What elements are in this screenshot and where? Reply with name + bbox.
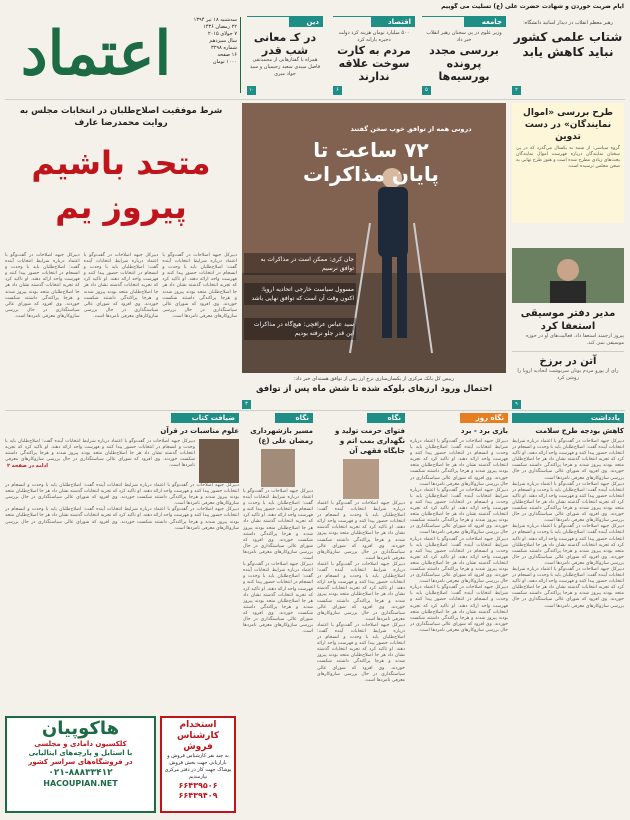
teaser-society[interactable] xyxy=(422,16,506,98)
ad-url: HACOUPIAN.NET xyxy=(43,779,118,788)
story-assets-body: گروه سیاسی: از شنبه به یکسال می‌گذرد که در پی سخنان نمایندگان درباره فهرست اموال نمایندگان بحث‌های زیادی مطرح شده است و هنوز طرح نهایی به صحن مجلس نرسیده است. xyxy=(516,146,620,170)
col-tag: نگاه روز xyxy=(460,413,508,423)
lead-kicker: شرط موفقیت اصلاح‌طلبان در انتخابات مجلس به روایت محمدرضا عارف xyxy=(19,106,223,128)
lead-continue[interactable]: ادامه در صفحه ۲ xyxy=(7,463,48,469)
top-strip: ایام ضربت خوردن و شهادت حضرت علی (ع) تسلیت می گوییم xyxy=(441,3,624,10)
author-photo xyxy=(343,459,379,499)
edition-price: ۱۰۰۰ تومان xyxy=(212,59,237,65)
col-body: دبیرکل جبهه اصلاحات در گفت‌وگو با اعتماد درباره شرایط انتخابات آینده گفت: اصلاح‌طلبان باید با وحدت و انسجام در انتخابات حضور پیدا کنند و فهرست واحد ارائه دهند. او تاکید کرد که تجربه انتخابات گذشته نشان داد هر جا اصلاح‌طلبان متحد بودند پیروز شدند و هرجا پراکندگی داشتند شکست خوردند. وی افزود که شورای عالی سیاستگذاری در حال بررسی سازوکارهای معرفی نامزدها است. xyxy=(512,566,624,609)
story-assets-title: طرح بررسی «اموال نمایندگان» در دست تدوین xyxy=(523,108,613,142)
ad-jobs[interactable] xyxy=(160,716,236,813)
col-body: دبیرکل جبهه اصلاحات در گفت‌وگو با اعتماد درباره شرایط انتخابات آینده گفت: اصلاح‌طلبان باید با وحدت و انسجام در انتخابات حضور پیدا کنند و فهرست واحد ارائه دهند. او تاکید کرد که تجربه انتخابات گذشته نشان داد هر جا اصلاح‌طلبان متحد بودند پیروز شدند و هرجا پراکندگی داشتند شکست خوردند. وی افزود که شورای عالی سیاستگذاری در حال بررسی سازوکارهای معرفی نامزدها است. xyxy=(243,489,313,562)
story-assets[interactable] xyxy=(512,103,624,223)
photo-headline: ۷۲ ساعت تا پایان مذاکرات xyxy=(303,138,439,186)
col-title: مسیر بازشهرداری رمضان علی (ع) xyxy=(250,427,313,445)
teaser-sub: وزیر علوم در پی سخنان رهبر انقلاب خبر داد xyxy=(426,30,502,43)
photo-kicker: درونی همه از توافق خوب سخن گفتند xyxy=(350,125,472,133)
lead-body-col: دبیرکل جبهه اصلاحات در گفت‌وگو با اعتماد درباره شرایط انتخابات آینده گفت: اصلاح‌طلبان باید با وحدت و انسجام در انتخابات حضور پیدا کنند و فهرست واحد ارائه دهند. او تاکید کرد که تجربه انتخابات گذشته نشان داد هر جا اصلاح‌طلبان متحد بودند پیروز شدند و هرجا پراکندگی داشتند شکست خوردند. وی افزود که شورای عالی سیاستگذاری در حال بررسی سازوکارهای معرفی نامزدها است. xyxy=(83,253,159,319)
author-photo xyxy=(199,439,239,483)
ad-brand: هاکوپیان xyxy=(41,718,120,739)
ad-line-2: با استایل و پارچه‌های ایتالیایی xyxy=(28,749,133,757)
col-title: بازی برد - برد xyxy=(460,427,508,435)
music-photo xyxy=(512,248,624,303)
teaser-title: مردم به کارت سوخت علاقه ندارند xyxy=(337,44,411,83)
teaser-sub: رهبر معظم انقلاب در دیدار اساتید دانشگاه: xyxy=(523,20,613,26)
col-body: دبیرکل جبهه اصلاحات در گفت‌وگو با اعتماد درباره شرایط انتخابات آینده گفت: اصلاح‌طلبان باید با وحدت و انسجام در انتخابات حضور پیدا کنند و فهرست واحد ارائه دهند. او تاکید کرد که تجربه انتخابات گذشته نشان داد هر جا اصلاح‌طلبان متحد بودند پیروز شدند و هرجا پراکندگی داشتند شکست خوردند. وی افزود که شورای عالی سیاستگذاری در حال بررسی سازوکارهای معرفی نامزدها است. xyxy=(317,501,405,561)
edition-info xyxy=(187,17,241,93)
portrait-photo xyxy=(512,248,624,303)
col-body: دبیرکل جبهه اصلاحات در گفت‌وگو با اعتماد درباره شرایط انتخابات آینده گفت: اصلاح‌طلبان باید با وحدت و انسجام در انتخابات حضور پیدا کنند و فهرست واحد ارائه دهند. او تاکید کرد که تجربه انتخابات گذشته نشان داد هر جا اصلاح‌طلبان متحد بودند پیروز شدند و هرجا پراکندگی داشتند شکست خوردند. وی افزود که شورای عالی سیاستگذاری در حال بررسی سازوکارهای معرفی نامزدها است. xyxy=(512,481,624,524)
col-body: دبیرکل جبهه اصلاحات در گفت‌وگو با اعتماد درباره شرایط انتخابات آینده گفت: اصلاح‌طلبان باید با وحدت و انسجام در انتخابات حضور پیدا کنند و فهرست واحد ارائه دهند. او تاکید کرد که تجربه انتخابات گذشته نشان داد هر جا اصلاح‌طلبان متحد بودند پیروز شدند و هرجا پراکندگی داشتند شکست خوردند. وی افزود که شورای عالی سیاستگذاری در حال بررسی سازوکارهای معرفی نامزدها است. xyxy=(410,487,508,536)
col-body: دبیرکل جبهه اصلاحات در گفت‌وگو با اعتماد درباره شرایط انتخابات آینده گفت: اصلاح‌طلبان باید با وحدت و انسجام در انتخابات حضور پیدا کنند و فهرست واحد ارائه دهند. او تاکید کرد که تجربه انتخابات گذشته نشان داد هر جا اصلاح‌طلبان متحد بودند پیروز شدند و هرجا پراکندگی داشتند شکست خوردند. وی افزود که شورای عالی سیاستگذاری در حال بررسی سازوکارهای معرفی نامزدها است. xyxy=(512,439,624,481)
lead-headline-2: پیروز یم xyxy=(55,188,187,226)
page-ref-badge: ۵ xyxy=(422,86,431,95)
edition-number: شماره ۳۲۹۸ xyxy=(211,45,237,51)
edition-pages: ۱۶ صفحه xyxy=(217,52,237,58)
photo-callout-1: جان کری: ممکن است در مذاکرات به توافق نرسیم xyxy=(244,253,356,275)
story-music[interactable] xyxy=(512,307,624,347)
story-athens-body: رای از یورو مردم یونان سرنوشت اتحادیه اروپا را روشن کرد xyxy=(517,368,619,381)
photo-callout-3: سید عباس عراقچی: هیچ‌گاه در مذاکرات این قدر جلو نرفته بودیم xyxy=(244,318,356,340)
bottom-col-1[interactable] xyxy=(512,413,624,813)
photo-sub-kicker: رییس کل بانک مرکزی از یکسان‌سازی نرخ ارز پس از توافق هسته‌ای خبر داد: xyxy=(293,376,454,382)
col-body: دبیرکل جبهه اصلاحات در گفت‌وگو با اعتماد درباره شرایط انتخابات آینده گفت: اصلاح‌طلبان باید با وحدت و انسجام در انتخابات حضور پیدا کنند و فهرست واحد ارائه دهند. او تاکید کرد که تجربه انتخابات گذشته نشان داد هر جا اصلاح‌طلبان متحد بودند پیروز شدند و هرجا پراکندگی داشتند شکست خوردند. وی افزود که شورای عالی سیاستگذاری در حال بررسی سازوکارهای معرفی نامزدها است. xyxy=(243,562,313,635)
col-body: دبیرکل جبهه اصلاحات در گفت‌وگو با اعتماد درباره شرایط انتخابات آینده گفت: اصلاح‌طلبان باید با وحدت و انسجام در انتخابات حضور پیدا کنند و فهرست واحد ارائه دهند. او تاکید کرد که تجربه انتخابات گذشته نشان داد هر جا اصلاح‌طلبان متحد بودند پیروز شدند و هرجا پراکندگی داشتند شکست خوردند. وی افزود که شورای عالی سیاستگذاری در حال بررسی سازوکارهای معرفی نامزدها است. xyxy=(410,439,508,487)
col-body: دبیرکل جبهه اصلاحات در گفت‌وگو با اعتماد درباره شرایط انتخابات آینده گفت: اصلاح‌طلبان باید با وحدت و انسجام در انتخابات حضور پیدا کنند و فهرست واحد ارائه دهند. او تاکید کرد که تجربه انتخابات گذشته نشان داد هر جا اصلاح‌طلبان متحد بودند پیروز شدند و هرجا پراکندگی داشتند شکست خوردند. وی افزود که شورای عالی سیاستگذاری در حال بررسی سازوکارهای معرفی نامزدها است. xyxy=(5,507,239,531)
col-title: علوم مناسبات در قرآن xyxy=(160,427,239,435)
col-title: فتوای حرمت تولید و نگهداری بمب اتم و جایگاه فقهی آن xyxy=(335,427,405,455)
page-ref-badge: ۹ xyxy=(512,400,521,409)
col-tag: ضیافت کتاب xyxy=(171,413,239,423)
ad-jobs-body: به چند نفر کارشناس فروش و بازاریابی جهت بخش فروش پوشاک جهت کار در دفتر مرکزی نیازمندیم xyxy=(164,753,232,780)
edition-year: سال سیزدهم xyxy=(209,38,237,44)
story-athens-title: آتن در برزخ xyxy=(539,356,597,367)
col-tag: نگاه xyxy=(275,413,313,423)
teaser-sub: ۵۰۰ میلیارد تومان هزینه کرد دولت ذخیره یارانه کرد xyxy=(338,30,410,43)
bottom-col-4[interactable] xyxy=(243,413,313,813)
lead-body-col: دبیرکل جبهه اصلاحات در گفت‌وگو با اعتماد درباره شرایط انتخابات آینده گفت: اصلاح‌طلبان باید با وحدت و انسجام در انتخابات حضور پیدا کنند و فهرست واحد ارائه دهند. او تاکید کرد که تجربه انتخابات گذشته نشان داد هر جا اصلاح‌طلبان متحد بودند پیروز شدند و هرجا پراکندگی داشتند شکست خوردند. وی افزود که شورای عالی سیاستگذاری در حال بررسی سازوکارهای معرفی نامزدها است. xyxy=(162,253,237,319)
col-body: دبیرکل جبهه اصلاحات در گفت‌وگو با اعتماد درباره شرایط انتخابات آینده گفت: اصلاح‌طلبان باید با وحدت و انسجام در انتخابات حضور پیدا کنند و فهرست واحد ارائه دهند. او تاکید کرد که تجربه انتخابات گذشته نشان داد هر جا اصلاح‌طلبان متحد بودند پیروز شدند و هرجا پراکندگی داشتند شکست خوردند. وی افزود که شورای عالی سیاستگذاری در حال بررسی سازوکارهای معرفی نامزدها است. xyxy=(410,536,508,585)
edition-date: سه‌شنبه ۱۸ تیر ۱۳۹۴ xyxy=(193,17,237,23)
lead-body-col: دبیرکل جبهه اصلاحات در گفت‌وگو با اعتماد درباره شرایط انتخابات آینده گفت: اصلاح‌طلبان باید با وحدت و انسجام در انتخابات حضور پیدا کنند و فهرست واحد ارائه دهند. او تاکید کرد که تجربه انتخابات گذشته نشان داد هر جا اصلاح‌طلبان متحد بودند پیروز شدند و هرجا پراکندگی داشتند شکست خوردند. وی افزود که شورای عالی سیاستگذاری در حال بررسی سازوکارهای معرفی نامزدها است. xyxy=(5,253,80,319)
teaser-leader[interactable] xyxy=(512,16,624,98)
teaser-title: در کـ معانی شب قدر xyxy=(253,31,317,57)
teaser-title: بررسی مجدد پرونده بورسیه‌ها xyxy=(429,44,499,83)
story-music-title: مدیر دفتر موسیقی استعفا کرد xyxy=(520,308,616,332)
edition-gregorian: ۷ جولای ۲۰۱۵ xyxy=(207,31,237,37)
story-music-body: پیروز ارجمند استعفا داد. فعالیت‌های او در حوزه موسیقی نمی کند. xyxy=(525,333,624,346)
right-column xyxy=(512,103,624,403)
ad-jobs-phone-1: ۶۶۴۳۹۵۰۶ xyxy=(178,781,218,790)
page-ref-badge: ۲ xyxy=(512,86,521,95)
teaser-economy[interactable] xyxy=(333,16,415,98)
ad-phone: ۰۲۱-۸۸۸۳۳۴۱۲ xyxy=(48,768,113,778)
ad-jobs-title: استخدام کارشناس فروش xyxy=(176,720,220,752)
teaser-label: جامعه xyxy=(464,17,506,27)
page-ref-badge: ۶ xyxy=(333,86,342,95)
masthead xyxy=(5,15,243,95)
teaser-label: اقتصاد xyxy=(371,17,415,27)
col-body: دبیرکل جبهه اصلاحات در گفت‌وگو با اعتماد درباره شرایط انتخابات آینده گفت: اصلاح‌طلبان باید با وحدت و انسجام در انتخابات حضور پیدا کنند و فهرست واحد ارائه دهند. او تاکید کرد که تجربه انتخابات گذشته نشان داد هر جا اصلاح‌طلبان متحد بودند پیروز شدند و هرجا پراکندگی داشتند شکست خوردند. وی افزود که شورای عالی سیاستگذاری در حال بررسی سازوکارهای معرفی نامزدها است. xyxy=(317,561,405,622)
col-body: دبیرکل جبهه اصلاحات در گفت‌وگو با اعتماد درباره شرایط انتخابات آینده گفت: اصلاح‌طلبان باید با وحدت و انسجام در انتخابات حضور پیدا کنند و فهرست واحد ارائه دهند. او تاکید کرد که تجربه انتخابات گذشته نشان داد هر جا اصلاح‌طلبان متحد بودند پیروز شدند و هرجا پراکندگی داشتند شکست خوردند. وی افزود که شورای عالی سیاستگذاری در حال بررسی سازوکارهای معرفی نامزدها است. xyxy=(512,524,624,566)
bottom-col-5[interactable] xyxy=(5,413,239,703)
teaser-title: شتاب علمی کشور نباید کاهش یابد xyxy=(513,30,623,59)
col-tag: یادداشت xyxy=(512,413,624,423)
author-photo xyxy=(261,449,295,487)
col-body: دبیرکل جبهه اصلاحات در گفت‌وگو با اعتماد درباره شرایط انتخابات آینده گفت: اصلاح‌طلبان باید با وحدت و انسجام در انتخابات حضور پیدا کنند و فهرست واحد ارائه دهند. او تاکید کرد که تجربه انتخابات گذشته نشان داد هر جا اصلاح‌طلبان متحد بودند پیروز شدند و هرجا پراکندگی داشتند شکست خوردند. وی افزود که شورای عالی سیاستگذاری در حال بررسی سازوکارهای معرفی نامزدها است. xyxy=(5,483,239,507)
photo-callout-2: مسوول سیاست خارجی اتحادیه اروپا: اکنون وقت آن است که توافق نهایی باشد xyxy=(244,283,356,305)
ad-line-3: در فروشگاه‌های سراسر کشور xyxy=(28,758,133,766)
photo-story[interactable] xyxy=(242,103,506,373)
teaser-religion[interactable] xyxy=(247,16,323,98)
teaser-sub: همراه با گفتارهایی از محمدتقی فاضل میبدی سعید رحیمیان و سید جواد میری xyxy=(249,57,321,77)
col-tag: نگاه xyxy=(367,413,405,423)
photo-sub-headline: احتمال ورود ارزهای بلوکه شده تا شش ماه پس از توافق xyxy=(255,384,493,394)
page-ref-badge: ۳ xyxy=(242,400,251,409)
newspaper-logo: اعتماد xyxy=(20,19,172,89)
page-ref-badge: ۱۰ xyxy=(248,87,255,93)
ad-jobs-phone-2: ۶۶۴۳۹۴۰۹ xyxy=(178,791,218,800)
bottom-col-2[interactable] xyxy=(410,413,508,813)
story-athens[interactable] xyxy=(512,351,624,382)
col-body: دبیرکل جبهه اصلاحات در گفت‌وگو با اعتماد درباره شرایط انتخابات آینده گفت: اصلاح‌طلبان باید با وحدت و انسجام در انتخابات حضور پیدا کنند و فهرست واحد ارائه دهند. او تاکید کرد که تجربه انتخابات گذشته نشان داد هر جا اصلاح‌طلبان متحد بودند پیروز شدند و هرجا پراکندگی داشتند شکست خوردند. وی افزود که شورای عالی سیاستگذاری در حال بررسی سازوکارهای معرفی نامزدها است. xyxy=(410,585,508,633)
bottom-col-3[interactable] xyxy=(317,413,405,813)
col-title: کاهش بودجه طرح سلامت xyxy=(535,427,624,435)
photo-subhead[interactable] xyxy=(242,376,506,406)
ad-hakopian[interactable] xyxy=(5,716,156,813)
col-body: دبیرکل جبهه اصلاحات در گفت‌وگو با اعتماد درباره شرایط انتخابات آینده گفت: اصلاح‌طلبان باید با وحدت و انسجام در انتخابات حضور پیدا کنند و فهرست واحد ارائه دهند. او تاکید کرد که تجربه انتخابات گذشته نشان داد هر جا اصلاح‌طلبان متحد بودند پیروز شدند و هرجا پراکندگی داشتند شکست خوردند. وی افزود که شورای عالی سیاستگذاری در حال بررسی سازوکارهای معرفی نامزدها است. xyxy=(5,439,195,469)
lead-headline-1: متحد باشیم xyxy=(31,144,211,182)
col-body: دبیرکل جبهه اصلاحات در گفت‌وگو با اعتماد درباره شرایط انتخابات آینده گفت: اصلاح‌طلبان باید با وحدت و انسجام در انتخابات حضور پیدا کنند و فهرست واحد ارائه دهند. او تاکید کرد که تجربه انتخابات گذشته نشان داد هر جا اصلاح‌طلبان متحد بودند پیروز شدند و هرجا پراکندگی داشتند شکست خوردند. وی افزود که شورای عالی سیاستگذاری در حال بررسی سازوکارهای معرفی نامزدها است. xyxy=(317,622,405,683)
teaser-label: دین xyxy=(289,17,323,27)
ad-line-1: کلکسیون دامادی و مجلسی xyxy=(34,740,127,748)
edition-hijri: ۲۲ رمضان ۱۴۳۶ xyxy=(203,24,237,30)
